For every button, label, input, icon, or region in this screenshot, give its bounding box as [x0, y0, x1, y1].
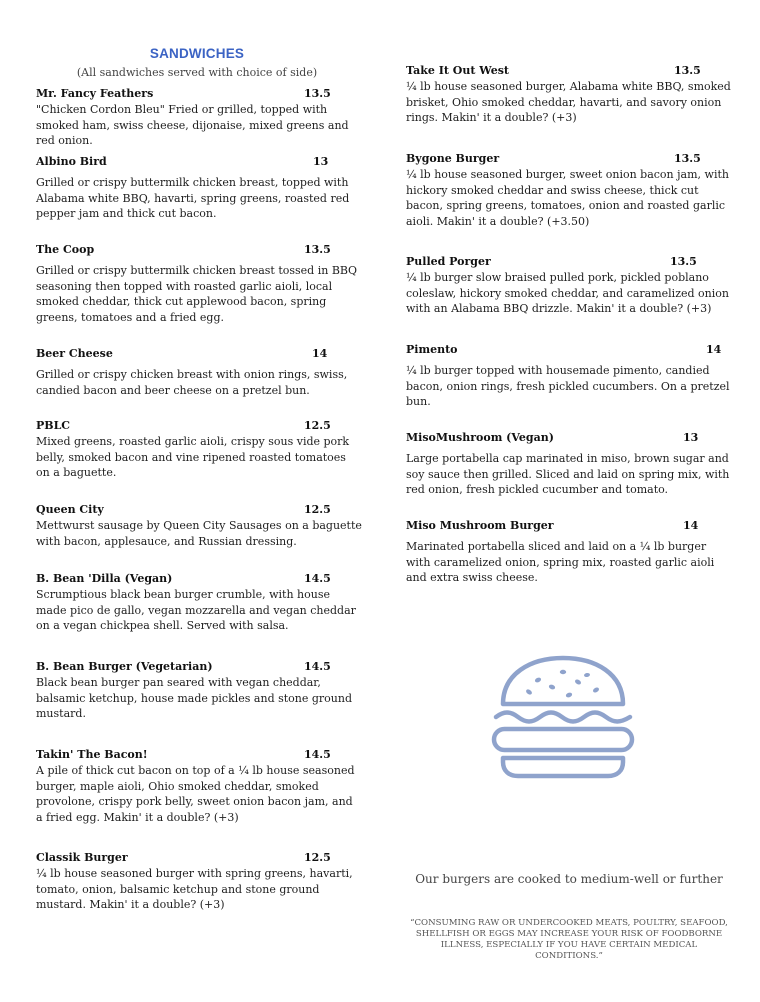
item-name: Bygone Burger — [406, 152, 500, 165]
item-description: Mixed greens, roasted garlic aioli, crispy sous vide pork belly, smoked bacon and vine ripened roasted tomatoes on a baguette. — [36, 435, 350, 479]
item-name: Albino Bird — [36, 155, 107, 168]
item-price: 14.5 — [304, 572, 331, 585]
menu-item — [36, 347, 362, 398]
item-price: 13 — [683, 431, 699, 444]
item-price: 13.5 — [670, 255, 697, 268]
item-description: Black bean burger pan seared with vegan cheddar, balsamic ketchup, house made pickles and stone ground mustard. — [36, 676, 353, 720]
item-description: Grilled or crispy buttermilk chicken breast tossed in BBQ seasoning then topped with roasted garlic aioli, local smoked cheddar, thick cut applewood bacon, spring greens, tomatoes and a fried egg. — [36, 264, 357, 324]
item-price: 13.5 — [674, 64, 701, 77]
item-description: "Chicken Cordon Bleu" Fried or grilled, topped with smoked ham, swiss cheese, dijonaise, mixed greens and red onion. — [36, 103, 349, 147]
item-name: Classik Burger — [36, 851, 128, 864]
item-description: Grilled or crispy chicken breast with onion rings, swiss, candied bacon and beer cheese on a pretzel bun. — [36, 368, 348, 397]
item-name: PBLC — [36, 419, 71, 432]
item-price: 14 — [706, 343, 722, 356]
item-name: B. Bean Burger (Vegetarian) — [36, 660, 213, 673]
item-description: Mettwurst sausage by Queen City Sausages on a baguette with bacon, applesauce, and Russian dressing. — [36, 519, 362, 548]
item-price: 12.5 — [304, 851, 331, 864]
item-description: ¼ lb burger slow braised pulled pork, pickled poblano coleslaw, hickory smoked cheddar, and caramelized onion with an Alabama BBQ drizzle. Makin' it a double? (+3) — [406, 271, 729, 315]
item-description: Large portabella cap marinated in miso, brown sugar and soy sauce then grilled. Sliced and laid on spring mix, with red onion, fresh pickled cucumber and tomato. — [406, 452, 730, 496]
menu-item — [36, 572, 362, 634]
item-price: 14.5 — [304, 748, 331, 761]
item-name: MisoMushroom (Vegan) — [406, 431, 554, 444]
cook-note: Our burgers are cooked to medium-well or further — [415, 872, 723, 886]
item-price: 13.5 — [304, 243, 331, 256]
item-price: 12.5 — [304, 503, 331, 516]
item-name: Mr. Fancy Feathers — [36, 87, 154, 100]
menu-item — [406, 343, 732, 410]
item-name: B. Bean 'Dilla (Vegan) — [36, 572, 173, 585]
menu-item — [36, 748, 362, 825]
menu-item — [406, 431, 732, 498]
item-description: Grilled or crispy buttermilk chicken breast, topped with Alabama white BBQ, havarti, spring greens, roasted red pepper jam and thick cut bacon. — [36, 176, 350, 220]
item-name: Miso Mushroom Burger — [406, 519, 554, 532]
item-price: 13.5 — [674, 152, 701, 165]
item-name: Take It Out West — [406, 64, 509, 77]
item-name: Beer Cheese — [36, 347, 113, 360]
item-price: 12.5 — [304, 419, 331, 432]
menu-item — [36, 155, 362, 222]
menu-item — [36, 660, 362, 722]
item-name: Queen City — [36, 503, 104, 516]
section-subtitle: (All sandwiches served with choice of side) — [76, 66, 318, 79]
health-warning: “CONSUMING RAW OR UNDERCOOKED MEATS, POULTRY, SEAFOOD, SHELLFISH OR EGGS MAY INCREASE YOUR RISK OF FOODBORNE ILLNESS, ESPECIALLY IF YOU HAVE CERTAIN MEDICAL CONDITIONS.” — [410, 918, 728, 961]
item-price: 13 — [313, 155, 329, 168]
menu-item — [36, 503, 362, 549]
menu-item — [36, 419, 362, 481]
item-name: Pulled Porger — [406, 255, 491, 268]
item-description: A pile of thick cut bacon on top of a ¼ lb house seasoned burger, maple aioli, Ohio smoked cheddar, smoked provolone, crispy pork belly, sweet onion bacon jam, and a fried egg. Makin' it a double? (+3) — [36, 764, 355, 824]
item-name: The Coop — [36, 243, 95, 256]
item-price: 14.5 — [304, 660, 331, 673]
menu-item — [36, 851, 362, 913]
menu-item — [36, 87, 362, 149]
item-price: 14 — [312, 347, 328, 360]
menu-item — [406, 152, 732, 229]
item-description: ¼ lb house seasoned burger with spring greens, havarti, tomato, onion, balsamic ketchup and stone ground mustard. Makin' it a double? (+3) — [36, 867, 353, 911]
item-price: 14 — [683, 519, 699, 532]
item-price: 13.5 — [304, 87, 331, 100]
item-name: Pimento — [406, 343, 458, 356]
item-description: ¼ lb house seasoned burger, Alabama white BBQ, smoked brisket, Ohio smoked cheddar, havarti, and savory onion rings. Makin' it a double? (+3) — [406, 80, 731, 124]
item-description: ¼ lb house seasoned burger, sweet onion bacon jam, with hickory smoked cheddar and swiss cheese, thick cut bacon, spring greens, tomatoes, onion and roasted garlic aioli. Makin' it a double? (+3.50) — [406, 168, 729, 228]
menu-item — [406, 64, 732, 126]
item-description: Marinated portabella sliced and laid on a ¼ lb burger with caramelized onion, spring mix, roasted garlic aioli and extra swiss cheese. — [406, 540, 715, 584]
burger-icon — [490, 654, 636, 782]
menu-item — [36, 243, 362, 325]
menu-item — [406, 255, 732, 317]
item-name: Takin' The Bacon! — [36, 748, 148, 761]
item-description: Scrumptious black bean burger crumble, with house made pico de gallo, vegan mozzarella and vegan cheddar on a vegan chickpea shell. Served with salsa. — [36, 588, 356, 632]
section-title: SANDWICHES — [149, 46, 245, 61]
menu-item — [406, 519, 732, 586]
item-description: ¼ lb burger topped with housemade pimento, candied bacon, onion rings, fresh pickled cucumbers. On a pretzel bun. — [406, 364, 730, 408]
